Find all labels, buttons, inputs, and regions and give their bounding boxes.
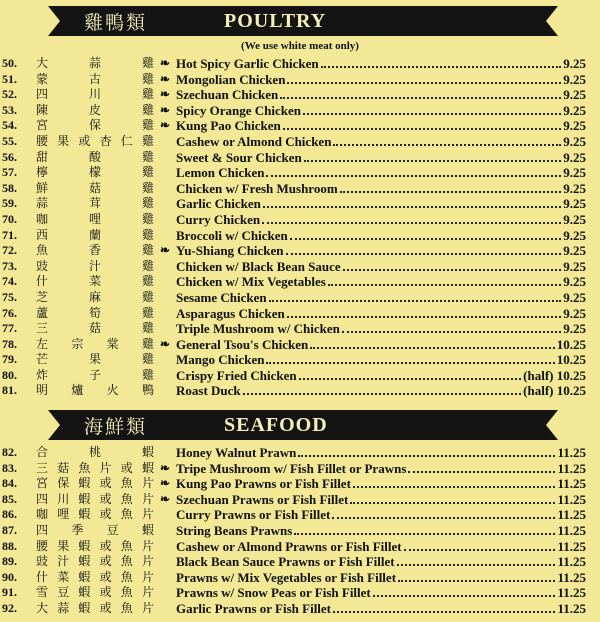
item-number: 79.: [2, 352, 17, 367]
item-number: 73.: [2, 258, 17, 273]
menu-item: [0, 212, 600, 228]
item-price: 9.25: [563, 258, 586, 274]
item-price: 11.25: [557, 538, 586, 554]
item-number: 71.: [2, 227, 17, 242]
item-entry: [176, 118, 586, 134]
item-number: 78.: [2, 336, 17, 351]
chili-pepper-icon: ❧: [160, 491, 171, 506]
menu-item: [0, 352, 600, 368]
item-entry: [176, 368, 586, 384]
item-number: 50.: [2, 56, 17, 70]
menu-item: [0, 585, 600, 601]
item-price: 9.25: [563, 274, 586, 290]
leader-dots: [333, 144, 561, 146]
item-entry: [176, 523, 586, 539]
leader-dots: [280, 97, 561, 99]
item-entry: [176, 601, 586, 617]
item-name-zh: 蒙 古 雞: [36, 71, 154, 86]
leader-dots: [310, 347, 555, 349]
leader-dots: [332, 517, 555, 519]
item-number: 57.: [2, 165, 17, 180]
item-price: 9.25: [563, 321, 586, 337]
leader-dots: [373, 595, 556, 597]
leader-dots: [303, 113, 561, 115]
leader-dots: [243, 393, 522, 395]
item-name-zh: 腰 果 蝦 或 魚 片: [36, 538, 154, 553]
item-name-zh: 宮 保 雞: [36, 118, 154, 133]
seafood-title-en: SEAFOOD: [224, 413, 328, 436]
leader-dots: [304, 160, 561, 162]
item-name-zh: 明 爐 火 鴨: [36, 383, 154, 398]
item-entry: [176, 196, 586, 212]
item-name: Szechuan Chicken: [176, 87, 279, 103]
menu-item: [0, 228, 600, 244]
chili-pepper-icon: ❧: [160, 476, 171, 491]
item-name-zh: 鮮 菇 雞: [36, 180, 154, 195]
leader-dots: [408, 471, 555, 473]
leader-dots: [269, 300, 562, 302]
menu-item: [0, 150, 600, 166]
menu-item: [0, 492, 600, 508]
leader-dots: [286, 253, 562, 255]
item-name-zh: 蒜 茸 雞: [36, 196, 154, 211]
item-price: (half) 10.25: [523, 383, 586, 399]
menu-item: [0, 103, 600, 119]
leader-dots: [340, 191, 562, 193]
item-name: Honey Walnut Prawn: [176, 445, 297, 460]
item-price: 9.25: [563, 149, 586, 165]
item-entry: [176, 570, 586, 586]
item-price: 9.25: [563, 211, 586, 227]
item-entry: [176, 212, 586, 228]
leader-dots: [262, 222, 561, 224]
item-entry: [176, 539, 586, 555]
leader-dots: [342, 331, 561, 333]
menu-item: [0, 570, 600, 586]
menu-item: [0, 368, 600, 384]
item-name: General Tsou's Chicken: [176, 336, 309, 352]
item-name-zh: 左 宗 棠 雞: [36, 336, 154, 351]
item-price: 9.25: [563, 180, 586, 196]
chili-pepper-icon: ❧: [160, 336, 171, 351]
item-name: Asparagus Chicken: [176, 305, 285, 321]
item-number: 89.: [2, 554, 17, 569]
item-name: Cashew or Almond Chicken: [176, 133, 332, 149]
item-entry: [176, 72, 586, 88]
banner-notch-left: [48, 6, 60, 36]
item-price: 9.25: [563, 305, 586, 321]
chili-pepper-icon: ❧: [160, 87, 171, 102]
menu-item: [0, 56, 600, 72]
item-entry: [176, 181, 586, 197]
item-price: 9.25: [563, 227, 586, 243]
item-price: 11.25: [557, 600, 586, 616]
item-entry: [176, 150, 586, 166]
menu-item: [0, 274, 600, 290]
item-number: 76.: [2, 305, 17, 320]
item-price: 9.25: [563, 165, 586, 181]
banner-notch-right: [546, 410, 558, 440]
item-number: 91.: [2, 585, 17, 600]
item-number: 83.: [2, 460, 17, 475]
item-name-zh: 四 川 蝦 或 魚 片: [36, 491, 154, 506]
item-number: 59.: [2, 196, 17, 211]
item-name: Mango Chicken: [176, 352, 265, 368]
menu-item: [0, 539, 600, 555]
item-name-zh: 大 蒜 雞: [36, 56, 154, 70]
poultry-list: [0, 56, 600, 399]
item-name: Curry Prawns or Fish Fillet: [176, 507, 331, 523]
item-name: Broccoli w/ Chicken: [176, 227, 288, 243]
item-name: Yu-Shiang Chicken: [176, 243, 284, 259]
item-name: Spicy Orange Chicken: [176, 102, 301, 118]
item-price: 11.25: [557, 569, 586, 585]
item-price: 9.25: [563, 56, 586, 71]
item-number: 90.: [2, 569, 17, 584]
seafood-header: [48, 410, 558, 440]
menu-item: [0, 290, 600, 306]
item-number: 51.: [2, 71, 17, 86]
menu-item: [0, 134, 600, 150]
item-name-zh: 三 菇 魚 片 或 蝦: [36, 460, 154, 475]
item-entry: [176, 243, 586, 259]
item-number: 84.: [2, 476, 17, 491]
item-name-zh: 芒 果 雞: [36, 352, 154, 367]
item-entry: [176, 321, 586, 337]
item-entry: [176, 87, 586, 103]
leader-dots: [398, 580, 555, 582]
item-name: Chicken w/ Fresh Mushroom: [176, 180, 338, 196]
item-entry: [176, 337, 586, 353]
menu-item: [0, 461, 600, 477]
seafood-list: [0, 445, 600, 617]
item-entry: [176, 492, 586, 508]
item-name-zh: 魚 香 雞: [36, 243, 154, 258]
item-price: 11.25: [557, 460, 586, 476]
item-number: 82.: [2, 445, 17, 459]
chili-pepper-icon: ❧: [160, 460, 171, 475]
item-number: 86.: [2, 507, 17, 522]
leader-dots: [294, 533, 555, 535]
menu-item: [0, 118, 600, 134]
menu-item: [0, 523, 600, 539]
item-number: 88.: [2, 538, 17, 553]
item-name-zh: 三 菇 雞: [36, 321, 154, 336]
item-name: Cashew or Almond Prawns or Fish Fillet: [176, 538, 402, 554]
item-entry: [176, 165, 586, 181]
item-name-zh: 腰 果 或 杏 仁 雞: [36, 133, 154, 148]
item-name: Tripe Mushroom w/ Fish Fillet or Prawns: [176, 460, 407, 476]
item-name: Chicken w/ Mix Vegetables: [176, 274, 326, 290]
poultry-title-zh: 雞鴨類: [84, 11, 148, 34]
item-name: Sesame Chicken: [176, 289, 267, 305]
item-number: 58.: [2, 180, 17, 195]
item-price: 9.25: [563, 289, 586, 305]
item-name-zh: 陳 皮 雞: [36, 102, 154, 117]
item-name-zh: 蘆 筍 雞: [36, 305, 154, 320]
leader-dots: [321, 66, 562, 68]
item-name-zh: 大 蒜 蝦 或 魚 片: [36, 600, 154, 615]
chili-pepper-icon: ❧: [160, 56, 171, 70]
item-price: 9.25: [563, 243, 586, 259]
item-entry: [176, 228, 586, 244]
item-name: Prawns w/ Mix Vegetables or Fish Fillet: [176, 569, 397, 585]
leader-dots: [287, 316, 562, 318]
item-price: 11.25: [557, 445, 586, 460]
item-name-zh: 咖 哩 蝦 或 魚 片: [36, 507, 154, 522]
item-price: 11.25: [557, 476, 586, 492]
item-name: String Beans Prawns: [176, 522, 293, 538]
menu-item: [0, 337, 600, 353]
item-name: Mongolian Chicken: [176, 71, 286, 87]
leader-dots: [290, 238, 562, 240]
item-name: Garlic Chicken: [176, 196, 261, 212]
menu-item: [0, 321, 600, 337]
menu-item: [0, 196, 600, 212]
leader-dots: [328, 284, 561, 286]
item-entry: [176, 461, 586, 477]
menu-item: [0, 383, 600, 399]
item-name-zh: 四 川 雞: [36, 87, 154, 102]
item-number: 75.: [2, 289, 17, 304]
leader-dots: [299, 378, 522, 380]
item-number: 53.: [2, 102, 17, 117]
item-price: 11.25: [557, 507, 586, 523]
menu-item: [0, 476, 600, 492]
item-name-zh: 豉 汁 蝦 或 魚 片: [36, 554, 154, 569]
item-entry: [176, 476, 586, 492]
item-name-zh: 西 蘭 雞: [36, 227, 154, 242]
item-entry: [176, 585, 586, 601]
leader-dots: [343, 269, 562, 271]
item-name-zh: 咖 哩 雞: [36, 211, 154, 226]
item-price: 10.25: [556, 352, 586, 368]
menu-item: [0, 243, 600, 259]
item-number: 54.: [2, 118, 17, 133]
item-price: 9.25: [563, 87, 586, 103]
item-number: 87.: [2, 522, 17, 537]
leader-dots: [263, 206, 561, 208]
item-entry: [176, 56, 586, 72]
item-name: Black Bean Sauce Prawns or Fish Fillet: [176, 554, 395, 570]
item-entry: [176, 383, 586, 399]
item-price: (half) 10.25: [523, 367, 586, 383]
item-price: 11.25: [557, 554, 586, 570]
item-entry: [176, 259, 586, 275]
item-name: Garlic Prawns or Fish Fillet: [176, 600, 332, 616]
item-name-zh: 合 桃 蝦: [36, 445, 154, 459]
item-name: Roast Duck: [176, 383, 241, 399]
item-entry: [176, 134, 586, 150]
banner-notch-right: [546, 6, 558, 36]
poultry-header: [48, 6, 558, 36]
item-entry: [176, 290, 586, 306]
menu-item: [0, 445, 600, 461]
item-name-zh: 豉 汁 雞: [36, 258, 154, 273]
item-price: 9.25: [563, 196, 586, 212]
leader-dots: [404, 549, 556, 551]
item-name: Crispy Fried Chicken: [176, 367, 297, 383]
item-number: 56.: [2, 149, 17, 164]
item-price: 9.25: [563, 71, 586, 87]
poultry-note: (We use white meat only): [241, 40, 359, 52]
item-number: 81.: [2, 383, 17, 398]
banner-notch-left: [48, 410, 60, 440]
item-price: 9.25: [563, 102, 586, 118]
item-number: 74.: [2, 274, 17, 289]
menu-item: [0, 165, 600, 181]
item-price: 10.25: [556, 336, 586, 352]
item-name: Lemon Chicken: [176, 165, 265, 181]
item-name-zh: 宮 保 蝦 或 魚 片: [36, 476, 154, 491]
item-number: 85.: [2, 491, 17, 506]
chili-pepper-icon: ❧: [160, 118, 171, 133]
item-price: 11.25: [557, 522, 586, 538]
item-price: 9.25: [563, 133, 586, 149]
menu-item: [0, 507, 600, 523]
item-name-zh: 檸 檬 雞: [36, 165, 154, 180]
chili-pepper-icon: ❧: [160, 243, 171, 258]
menu-item: [0, 181, 600, 197]
leader-dots: [353, 486, 556, 488]
chili-pepper-icon: ❧: [160, 102, 171, 117]
item-name: Szechuan Prawns or Fish Fillet: [176, 491, 349, 507]
leader-dots: [266, 362, 554, 364]
leader-dots: [287, 82, 561, 84]
item-number: 52.: [2, 87, 17, 102]
item-entry: [176, 274, 586, 290]
item-number: 77.: [2, 321, 17, 336]
leader-dots: [350, 502, 555, 504]
item-name: Triple Mushroom w/ Chicken: [176, 321, 340, 337]
item-name-zh: 芝 麻 雞: [36, 289, 154, 304]
leader-dots: [283, 128, 562, 130]
item-price: 11.25: [557, 491, 586, 507]
leader-dots: [266, 175, 561, 177]
item-name-zh: 什 菜 雞: [36, 274, 154, 289]
menu-item: [0, 87, 600, 103]
item-name: Prawns w/ Snow Peas or Fish Fillet: [176, 585, 371, 601]
item-name: Chicken w/ Black Bean Sauce: [176, 258, 341, 274]
item-name-zh: 雪 豆 蝦 或 魚 片: [36, 585, 154, 600]
item-entry: [176, 445, 586, 461]
item-name-zh: 甜 酸 雞: [36, 149, 154, 164]
item-entry: [176, 352, 586, 368]
item-entry: [176, 103, 586, 119]
item-name: Sweet & Sour Chicken: [176, 149, 302, 165]
item-number: 80.: [2, 367, 17, 382]
item-number: 92.: [2, 600, 17, 615]
item-name-zh: 四 季 豆 蝦: [36, 522, 154, 537]
menu-item: [0, 306, 600, 322]
item-name-zh: 什 菜 蝦 或 魚 片: [36, 569, 154, 584]
seafood-title-zh: 海鮮類: [84, 415, 148, 438]
item-name: Kung Pao Prawns or Fish Fillet: [176, 476, 351, 492]
leader-dots: [298, 455, 555, 457]
item-price: 11.25: [557, 585, 586, 601]
item-name-zh: 炸 子 雞: [36, 367, 154, 382]
item-number: 72.: [2, 243, 17, 258]
item-entry: [176, 554, 586, 570]
item-entry: [176, 306, 586, 322]
item-number: 70.: [2, 211, 17, 226]
item-name: Hot Spicy Garlic Chicken: [176, 56, 319, 71]
menu-item: [0, 601, 600, 617]
leader-dots: [333, 611, 555, 613]
menu-item: [0, 554, 600, 570]
item-entry: [176, 507, 586, 523]
poultry-title-en: POULTRY: [224, 9, 327, 32]
item-number: 55.: [2, 133, 17, 148]
menu-item: [0, 259, 600, 275]
leader-dots: [397, 564, 556, 566]
item-name: Kung Pao Chicken: [176, 118, 281, 134]
menu-item: [0, 72, 600, 88]
chili-pepper-icon: ❧: [160, 71, 171, 86]
item-price: 9.25: [563, 118, 586, 134]
item-name: Curry Chicken: [176, 211, 261, 227]
